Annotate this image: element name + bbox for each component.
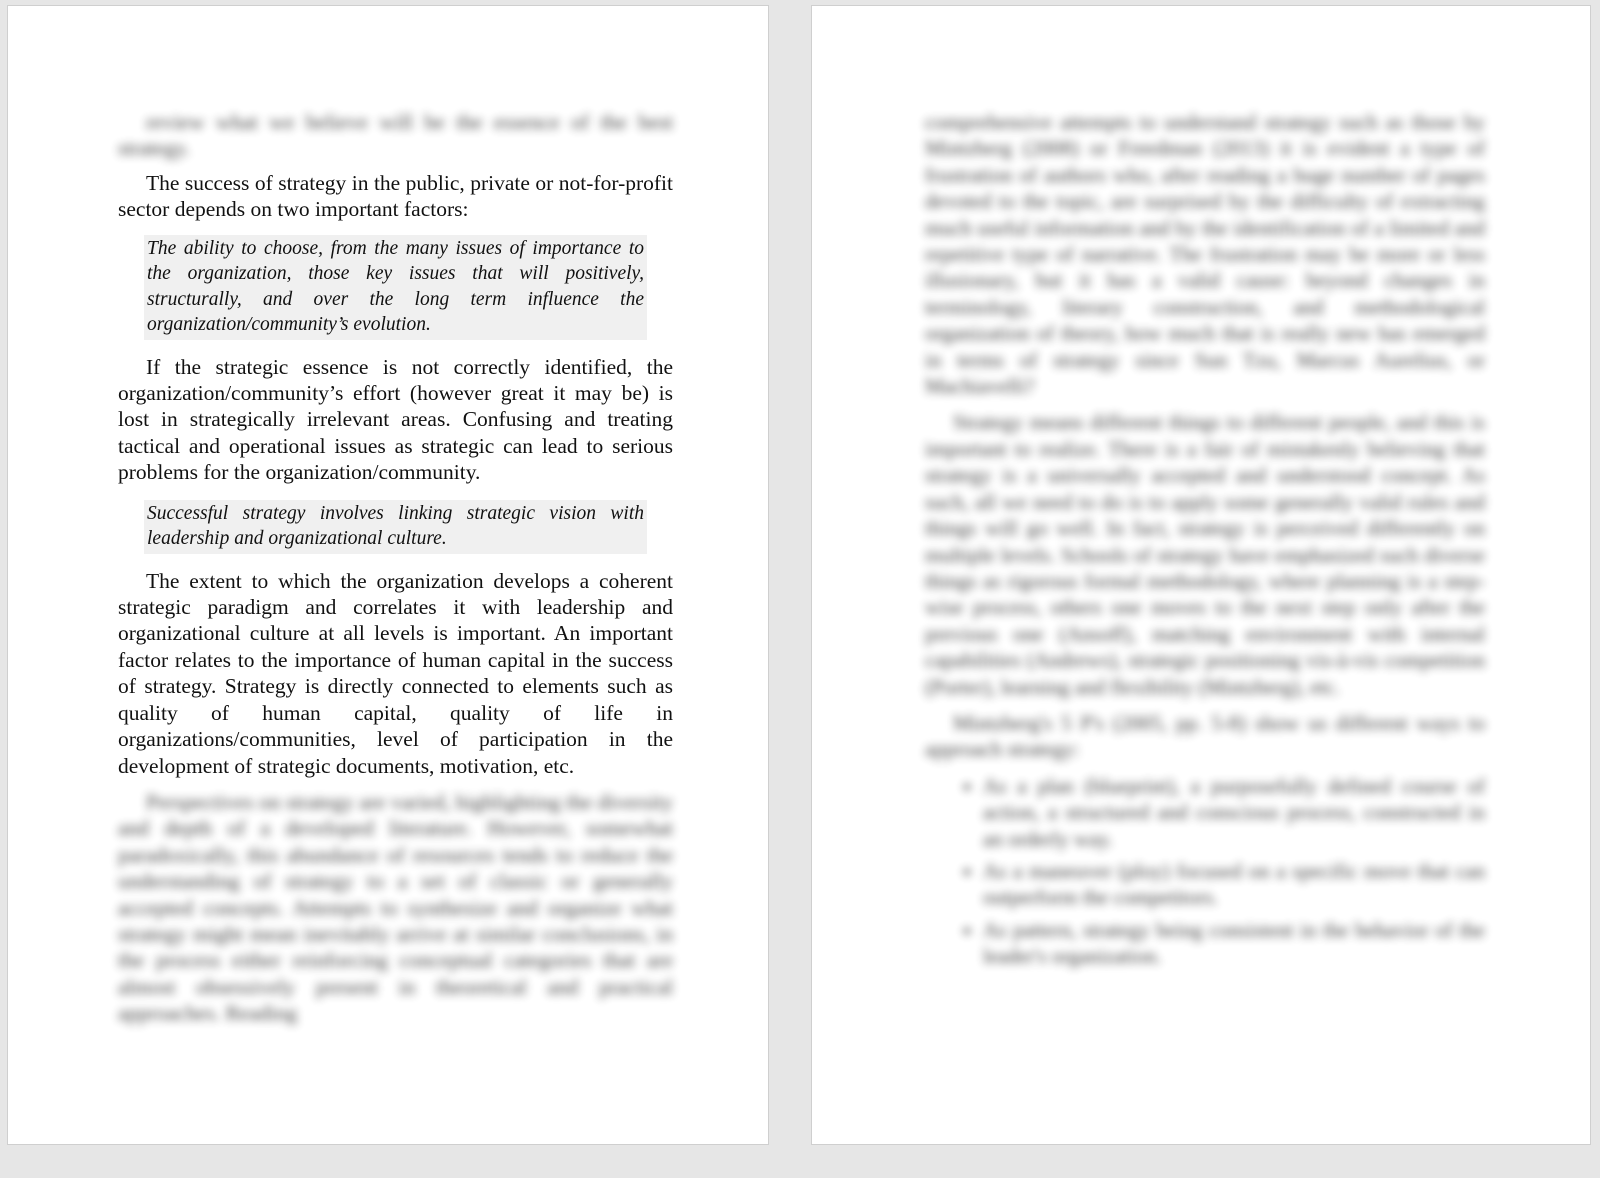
blurred-bottom-fragment: Perspectives on strategy are varied, highlighting the diversity and depth of a developed literature. However, somewhat paradoxically, this abundance of resources tends to reduce the understanding of strategy to a set of classic or generally accepted concepts. Attempts to synthesize and organize what strategy might mean inevitably arrive at similar conclusions, in the process either reinforcing conceptual categories that are almost obsessively present in theoretical and practical approaches. Reading — [118, 789, 673, 1026]
list-item: • As a plan (blueprint), a purposefully defined course of action, a structured and conscious process, constructed in an orderly way. — [983, 773, 1485, 852]
page-left-content — [118, 109, 673, 1027]
right-paragraph-3: Mintzberg's 5 P's (2005, pp. 5-8) show us different ways to approach strategy: — [925, 710, 1485, 762]
right-paragraph-1: comprehensive attempts to understand strategy such as those by Mintzberg (2008) or Freedman (2013) it is evident a type of frustration of authors who, after reading a huge number of pages devoted to the topic, are surprised by the difficulty of extracting much useful information and by the identification of a limited and repetitive type of narrative. The frustration may be more or less illusionary, but it has a valid cause: beyond changes in terminology, literary construction, and methodological organization of theory, how much that is really new has emerged in terms of strategy since Sun Tzu, Marcus Aurelius, or Machiavelli? — [925, 110, 1485, 399]
list-item: • As a maneuver (ploy) focused on a specific move that can outperform the competitors. — [983, 858, 1485, 911]
quote-ability-to-choose: The ability to choose, from the many issues of importance to the organization, those key issues that will positively, structurally, and over the long term influence the organization/community’s evolution. — [144, 235, 647, 340]
blurred-top-fragment: review what we believe will be the essence of the best strategy. — [118, 110, 673, 161]
paragraph-coherent-paradigm: The extent to which the organization develops a coherent strategic paradigm and correlates it with leadership and organizational culture at all levels is important. An important factor relates to the importance of human capital in the success of strategy. Strategy is directly connected to elements such as quality of human capital, quality of life in organizations/communities, level of participation in the development of strategic documents, motivation, etc. — [118, 568, 673, 778]
paragraph-success-factors: The success of strategy in the public, private or not-for-profit sector depends on two important factors: — [118, 170, 673, 222]
quote-successful-strategy: Successful strategy involves linking strategic vision with leadership and organizational culture. — [144, 500, 647, 554]
document-page-left — [7, 5, 769, 1145]
right-bullet-list — [925, 773, 1485, 970]
page-right-content — [925, 109, 1485, 976]
list-item: • As pattern, strategy being consistent in the behavior of the leader's organization. — [983, 917, 1485, 970]
document-page-right — [811, 5, 1591, 1145]
right-paragraph-2: Strategy means different things to different people, and this is important to realize. There is a fair of mistakenly believing that strategy is a universally accepted and understood concept. As such, all we need to do is to apply some generally valid rules and things will go well. In fact, strategy is perceived differently on multiple levels. Schools of strategy have emphasized such diverse things as rigorous formal methodology, where planning is a step-wise process, others one moves to the next step only after the previous one (Ansoff), matching environment with internal capabilities (Andrews), strategic positioning vis-à-vis competition (Porter), learning and flexibility (Mintzberg), etc. — [925, 410, 1485, 699]
paragraph-strategic-essence: If the strategic essence is not correctly identified, the organization/community’s effort (however great it may be) is lost in strategically irrelevant areas. Confusing and treating tactical and operational issues as strategic can lead to serious problems for the organization/community. — [118, 354, 673, 485]
